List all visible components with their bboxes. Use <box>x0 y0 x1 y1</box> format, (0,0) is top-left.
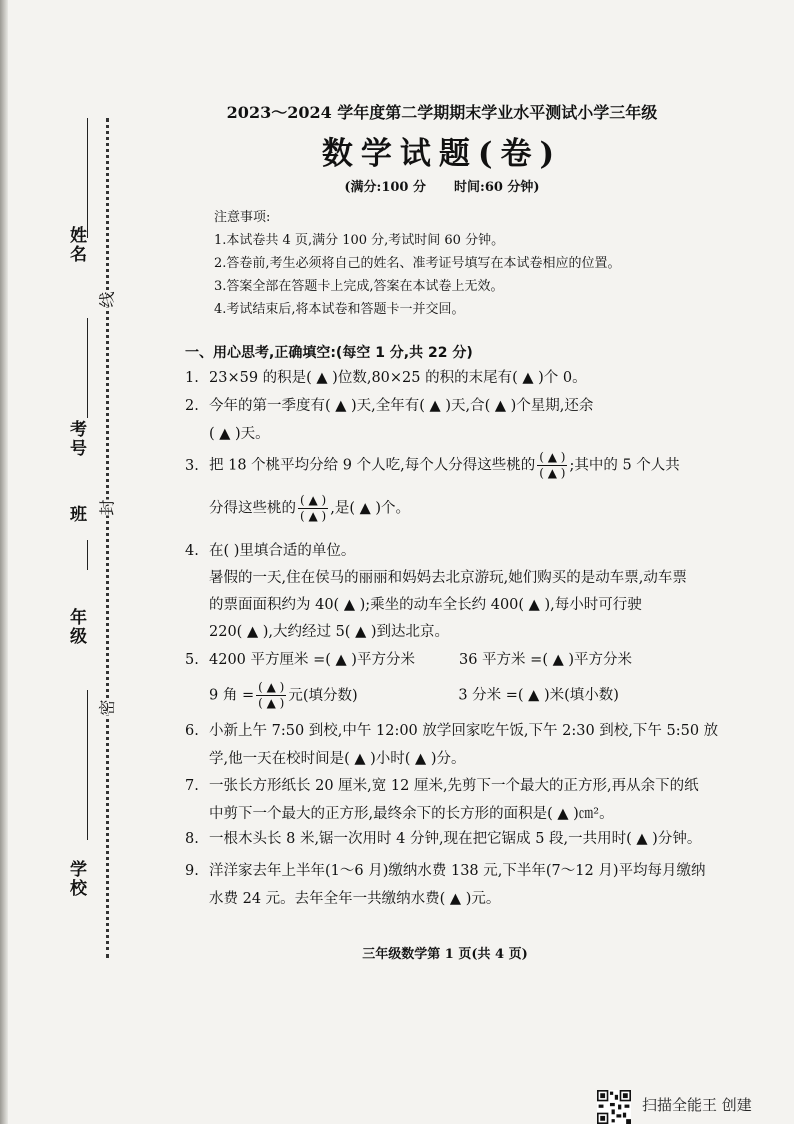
fraction-numerator: ( ▲ ) <box>539 450 566 464</box>
question-number: 5. <box>185 652 199 668</box>
question-4 <box>185 538 687 646</box>
question-text: 的票面面积约为 40( ▲ );乘坐的动车全长约 400( ▲ ),每小时可行驶 <box>209 597 642 613</box>
question-text: 23×59 的积是( ▲ )位数,80×25 的积的末尾有( ▲ )个 0。 <box>209 370 587 386</box>
grade-label: 年级 <box>66 608 86 646</box>
school-blank-line <box>87 740 88 840</box>
class-blank-line <box>87 540 88 570</box>
question-number: 9. <box>185 863 199 879</box>
question-number: 7. <box>185 778 199 794</box>
question-text: 学,他一天在校时间是( ▲ )小时( ▲ )分。 <box>209 751 466 767</box>
qr-code-icon <box>597 1090 631 1124</box>
question-number: 6. <box>185 723 199 739</box>
question-7 <box>185 772 699 828</box>
question-1 <box>185 366 587 390</box>
exam-time: 时间:60 分钟) <box>454 180 540 195</box>
exam-no-label: 考号 <box>66 420 86 458</box>
question-text: 一根木头长 8 米,锯一次用时 4 分钟,现在把它锯成 5 段,一共用时( ▲ )分钟。 <box>209 831 702 847</box>
fraction-blank <box>298 493 328 524</box>
school-label: 学校 <box>66 860 86 898</box>
notes-heading: 注意事项: <box>214 210 271 225</box>
seal-mi-char: 密 <box>93 699 120 715</box>
question-text: 把 18 个桃平均分给 9 个人吃,每个人分得这些桃的 <box>209 457 536 474</box>
question-number: 8. <box>185 831 199 847</box>
question-text: 中剪下一个最大的正方形,最终余下的长方形的面积是( ▲ )㎝²。 <box>209 806 614 822</box>
question-3 <box>185 450 680 524</box>
question-8 <box>185 827 701 851</box>
score-time-line <box>0 176 794 195</box>
class-label: 班 <box>66 505 86 524</box>
question-text: 4200 平方厘米 =( ▲ )平方分米 <box>209 652 415 668</box>
question-text: 3 分米 =( ▲ )米(填小数) <box>458 687 619 704</box>
question-text: ;其中的 5 个人共 <box>569 457 680 474</box>
fraction-denominator: ( ▲ ) <box>539 466 566 480</box>
fraction-blank <box>537 450 567 481</box>
name-label: 姓名 <box>66 226 86 264</box>
question-text: 洋洋家去年上半年(1～6 月)缴纳水费 138 元,下半年(7～12 月)平均每月缴纳 <box>209 863 706 879</box>
question-6 <box>185 717 718 773</box>
scanner-watermark: 扫描全能王 创建 <box>642 1096 752 1114</box>
note-item: 3.答案全部在答题卡上完成,答案在本试卷上无效。 <box>214 279 504 294</box>
seal-line-char: 线 <box>93 291 120 307</box>
fraction-denominator: ( ▲ ) <box>300 509 327 523</box>
exam-notes <box>214 206 621 321</box>
question-text: 分得这些桃的 <box>209 500 296 517</box>
question-text: 今年的第一季度有( ▲ )天,全年有( ▲ )天,合( ▲ )个星期,还余 <box>209 398 594 414</box>
question-number: 3. <box>185 457 199 474</box>
note-item: 4.考试结束后,将本试卷和答题卡一并交回。 <box>214 302 465 317</box>
question-number: 4. <box>185 543 199 559</box>
question-5 <box>185 648 632 711</box>
seal-dotted-line <box>106 118 109 958</box>
note-item: 2.答卷前,考生必须将自己的姓名、准考证号填写在本试卷相应的位置。 <box>214 256 621 271</box>
fraction-denominator: ( ▲ ) <box>258 696 285 710</box>
fraction-numerator: ( ▲ ) <box>258 680 285 694</box>
question-number: 1. <box>185 370 199 386</box>
section-1-title: 一、用心思考,正确填空:(每空 1 分,共 22 分) <box>185 345 473 361</box>
question-text: 小新上午 7:50 到校,中午 12:00 放学回家吃午饭,下午 2:30 到校,下午 5:50 放 <box>209 723 719 739</box>
question-text: ,是( ▲ )个。 <box>330 500 411 517</box>
fraction-numerator: ( ▲ ) <box>300 493 327 507</box>
note-item: 1.本试卷共 4 页,满分 100 分,考试时间 60 分钟。 <box>214 233 505 248</box>
question-2 <box>185 394 593 446</box>
question-text: 36 平方米 =( ▲ )平方分米 <box>459 652 633 668</box>
question-text: 水费 24 元。去年全年一共缴纳水费( ▲ )元。 <box>209 891 501 907</box>
question-text: 元(填分数) <box>288 687 358 704</box>
question-text: 9 角 = <box>209 687 255 704</box>
question-number: 2. <box>185 398 199 414</box>
page-footer: 三年级数学第 1 页(共 4 页) <box>362 947 528 962</box>
question-text: 在( )里填合适的单位。 <box>209 543 356 559</box>
question-text: 暑假的一天,住在侯马的丽丽和妈妈去北京游玩,她们购买的是动车票,动车票 <box>209 570 687 586</box>
exam-title: 数学试题(卷) <box>321 136 563 172</box>
full-score: (满分:100 分 <box>344 180 427 195</box>
question-text: 220( ▲ ),大约经过 5( ▲ )到达北京。 <box>209 624 449 640</box>
question-text: 一张长方形纸长 20 厘米,宽 12 厘米,先剪下一个最大的正方形,再从余下的纸 <box>209 778 699 794</box>
seal-feng-char: 封 <box>93 499 120 515</box>
question-9 <box>185 857 705 913</box>
fraction-blank <box>256 680 286 711</box>
question-text: ( ▲ )天。 <box>209 426 270 442</box>
exam-no-blank-line <box>87 318 88 418</box>
exam-subtitle: 2023～2024 学年度第二学期期末学业水平测试小学三年级 <box>226 103 658 122</box>
